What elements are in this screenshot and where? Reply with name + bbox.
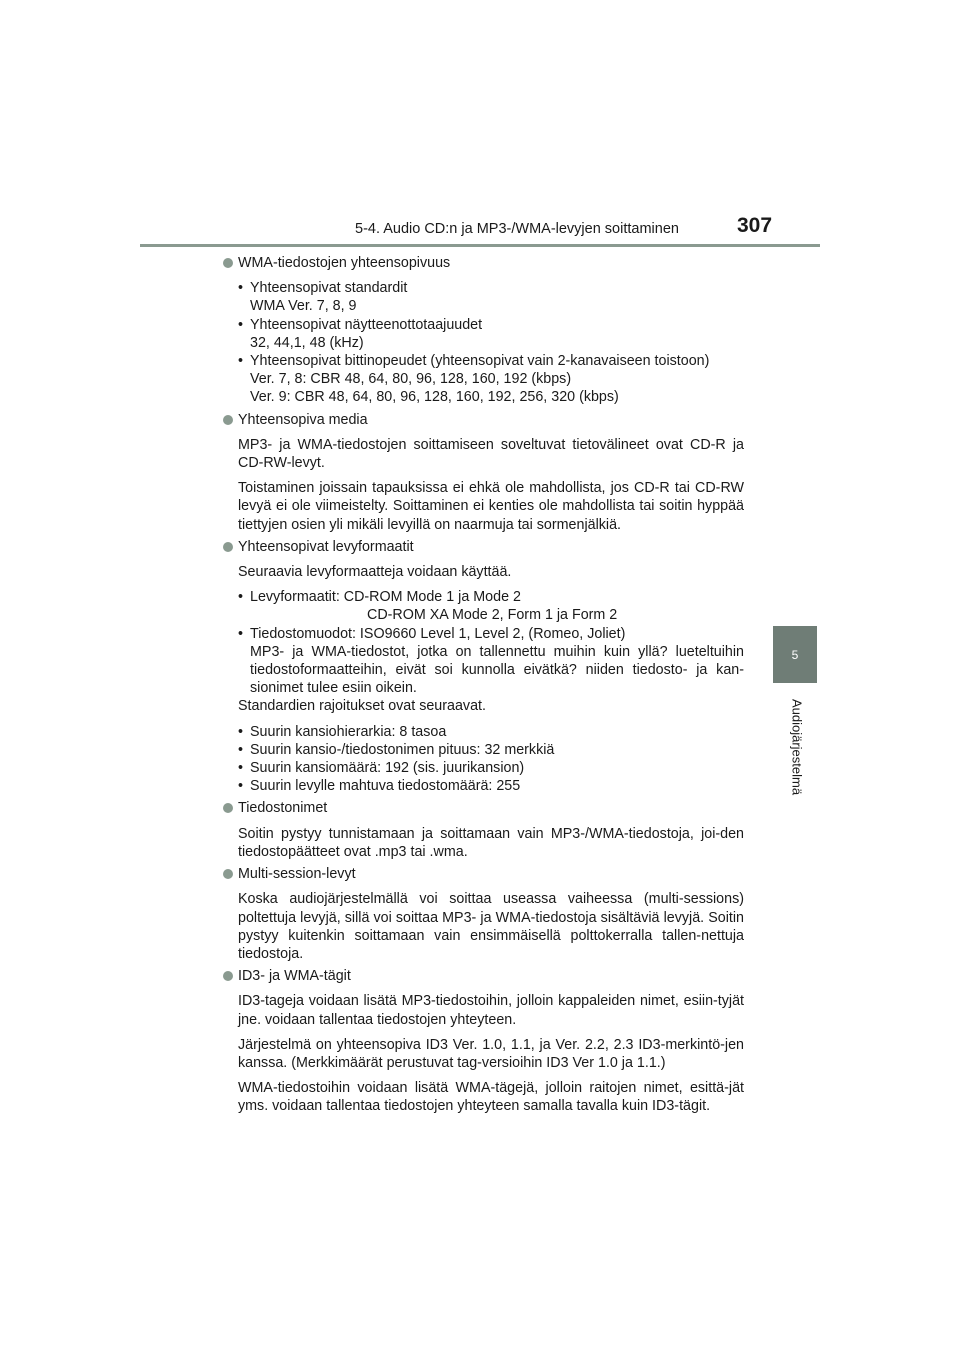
section-wma-compatibility <box>222 254 744 407</box>
chapter-tab-number: 5 <box>791 647 799 662</box>
paragraph: Standardien rajoitukset ovat seuraavat. <box>238 698 486 715</box>
paragraph: ID3-tageja voidaan lisätä MP3-tiedostoihin, jolloin kappaleiden nimet, esiin-tyjät jne. voidaan tallentaa tiedostojen yhteyteen. <box>238 993 744 1028</box>
section-title: Yhteensopiva media <box>238 411 368 428</box>
paragraph: Järjestelmä on yhteensopiva ID3 Ver. 1.0, 1.1, ja Ver. 2.2, 2.3 ID3-merkintö-jen kanssa. (Merkkimäärät perustuvat tag-versioihin ID3 Ver 1.0 ja 1.1.) <box>238 1036 744 1071</box>
paragraph: Toistaminen joissain tapauksissa ei ehkä ole mahdollista, jos CD-R tai CD-RW levyä ei ole viimeistelty. Soittaminen ei kenties ole mahdollista tai soitin hyppää tiettyjen osien yli mikäli levyillä on naarmuja tai sormenjälkiä. <box>238 480 744 533</box>
bullet-dot-icon <box>223 542 233 552</box>
bullet-dot-icon <box>223 971 233 981</box>
list-item: • Tiedostomuodot: ISO9660 Level 1, Level 2, (Romeo, Joliet) MP3- ja WMA-tiedostot, jotka on tallennettu muihin kuin yllä? lueteltuihin tiedostoformaatteihin, eivät soi kunnolla eivätkä? niiden tiedosto- ja kan-sionimet tulee esiin oikein. <box>238 625 744 698</box>
section-title: Multi-session-levyt <box>238 866 356 883</box>
section-multi-session <box>222 865 744 963</box>
header-divider <box>140 244 820 247</box>
bullet-dot-icon <box>223 258 233 268</box>
page-content <box>222 254 744 1116</box>
bullet-dot-icon <box>223 869 233 879</box>
list-item: • Suurin kansiohierarkia: 8 tasoa <box>238 723 744 741</box>
paragraph: Seuraavia levyformaatteja voidaan käyttää. <box>238 564 512 581</box>
section-title: Tiedostonimet <box>238 800 328 817</box>
list-item: • Yhteensopivat näytteenottotaajuudet 32, 44,1, 48 (kHz) <box>238 316 744 352</box>
list-item: • Suurin levylle mahtuva tiedostomäärä: 255 <box>238 777 744 795</box>
list-item: • Yhteensopivat bittinopeudet (yhteensopivat vain 2-kanavaiseen toistoon) Ver. 7, 8: CBR 48, 64, 80, 96, 128, 160, 192 (kbps) Ver. 9: CBR 48, 64, 80, 96, 128, 160, 192, 256, 320 (kbps) <box>238 352 744 407</box>
section-id3-wma-tags <box>222 967 744 1115</box>
header-title: 5-4. Audio CD:n ja MP3-/WMA-levyjen soittaminen <box>355 221 679 237</box>
list-item: • Suurin kansio-/tiedostonimen pituus: 32 merkkiä <box>238 741 744 759</box>
bullet-list <box>238 279 744 406</box>
chapter-side-label: Audiojärjestelmä <box>789 698 805 796</box>
section-title: WMA-tiedostojen yhteensopivuus <box>238 255 451 271</box>
bullet-dot-icon <box>223 415 233 425</box>
list-item: • Yhteensopivat standardit WMA Ver. 7, 8, 9 <box>238 279 744 315</box>
list-item: • Levyformaatit: CD-ROM Mode 1 ja Mode 2 CD-ROM XA Mode 2, Form 1 ja Form 2 <box>238 588 744 624</box>
paragraph: Koska audiojärjestelmällä voi soittaa useassa vaiheessa (multi-sessions) poltettuja levyjä, sillä voi soittaa MP3- ja WMA-tiedostoja sisältäviä levyjä. Soitin pystyy kuitenkin soittamaan vain ensimmäisellä polttokerralla tallen-nettuja tiedostoja. <box>238 891 744 962</box>
list-item: • Suurin kansiomäärä: 192 (sis. juurikansion) <box>238 759 744 777</box>
paragraph: MP3- ja WMA-tiedostojen soittamiseen soveltuvat tietovälineet ovat CD-R ja CD-RW-levyt. <box>238 436 744 472</box>
section-disc-formats <box>222 538 744 796</box>
bullet-dot-icon <box>223 803 233 813</box>
bullet-list <box>238 723 744 796</box>
chapter-tab <box>773 626 817 683</box>
section-title: Yhteensopivat levyformaatit <box>238 538 414 555</box>
paragraph: WMA-tiedostoihin voidaan lisätä WMA-tägejä, jolloin raitojen nimet, esittä-jät yms. voidaan tallentaa tiedostojen yhteyteen samalla tavalla kuin ID3-tägit. <box>238 1080 744 1115</box>
section-file-names <box>222 799 744 861</box>
section-title: ID3- ja WMA-tägit <box>238 968 351 985</box>
section-compatible-media <box>222 411 744 534</box>
bullet-list <box>238 588 744 697</box>
page-number: 307 <box>737 214 773 237</box>
paragraph: Soitin pystyy tunnistamaan ja soittamaan vain MP3-/WMA-tiedostoja, joi-den tiedostopäätteet ovat .mp3 tai .wma. <box>238 825 744 860</box>
